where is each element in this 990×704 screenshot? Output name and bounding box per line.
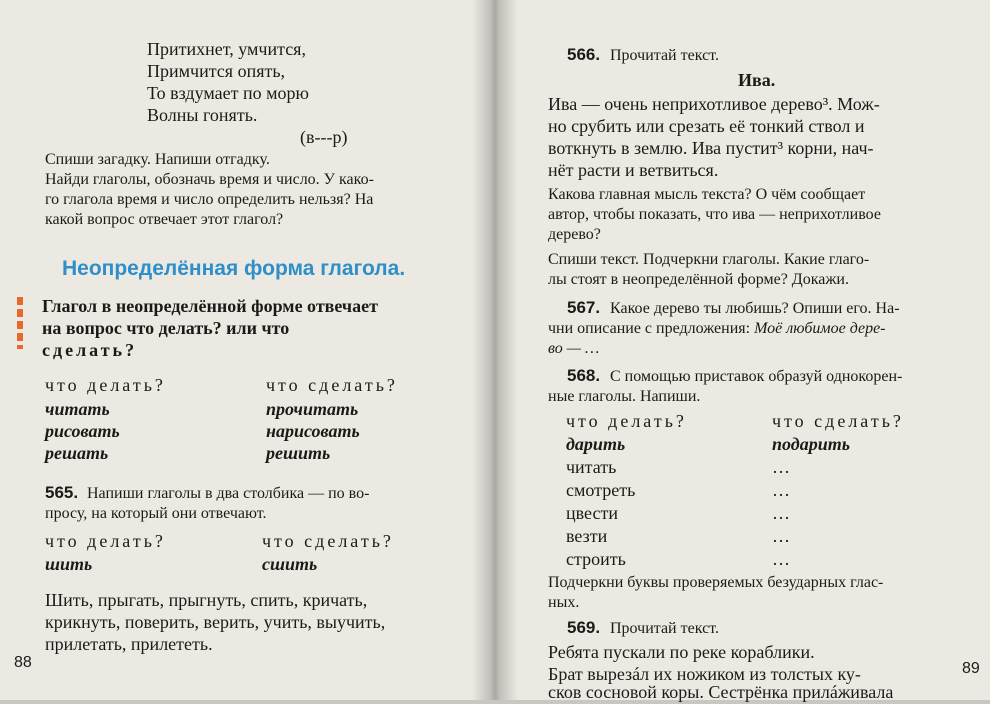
rule-line-3: сделать? — [42, 340, 138, 360]
exercise-565-question-1: что делать? — [45, 531, 166, 551]
exercise-568-right-5: … — [772, 526, 790, 546]
section-heading: Неопределённая форма глагола. — [62, 257, 406, 280]
example-left-3: решать — [45, 443, 109, 463]
exercise-569-number: 569. — [567, 618, 601, 637]
exercise-567-line-2-text: чни описание с предложения: — [548, 320, 755, 337]
riddle-hint: (в---р) — [300, 127, 348, 147]
exercise-567-line-1: Какое дерево ты любишь? Опиши его. На- — [610, 300, 900, 317]
exercise-565-line-2: просу, на который они отвечают. — [45, 505, 267, 522]
exercise-569-intro: Прочитай текст. — [610, 620, 719, 637]
exercise-567-line-2 — [548, 319, 886, 339]
page-number-left: 88 — [14, 654, 32, 671]
exercise-568-task-1: Подчеркни буквы проверяемых безударных глас- — [548, 574, 884, 591]
exercise-568-right-6: … — [772, 549, 790, 569]
exercise-565-list-1: Шить, прыгать, прыгнуть, спить, кричать, — [45, 590, 368, 610]
task-line-3: го глагола время и число определить нельзя? На — [45, 191, 374, 208]
example-left-2: рисовать — [45, 421, 120, 441]
exercise-566-question-2: автор, чтобы показать, что ива — неприхотливое — [548, 206, 881, 223]
exercise-568-left-6: строить — [566, 549, 626, 569]
task-line-1: Спиши загадку. Напиши отгадку. — [45, 151, 270, 168]
page-89 — [492, 0, 990, 700]
exercise-566-question-1: Какова главная мысль текста? О чём сообщает — [548, 186, 866, 203]
exercise-566-text-2: но срубить или срезать её тонкий ствол и — [548, 116, 865, 136]
example-right-3: решить — [266, 443, 331, 463]
exercise-565-list-2: крикнуть, поверить, верить, учить, выучить, — [45, 612, 386, 632]
exercise-565-example-2: сшить — [262, 554, 318, 574]
exercise-568-left-3: смотреть — [566, 480, 636, 500]
exercise-569-text-2: Брат вырезáл их ножиком из толстых ку- — [548, 664, 861, 684]
exercise-568-right-3: … — [772, 480, 790, 500]
exercise-566-task-2: лы стоят в неопределённой форме? Докажи. — [548, 271, 849, 288]
task-line-4: какой вопрос отвечает этот глагол? — [45, 211, 284, 228]
exercise-568-left-1: дарить — [566, 434, 626, 454]
book-gutter — [472, 0, 518, 700]
exercise-568-question-2: что сделать? — [772, 411, 904, 431]
rule-marker — [17, 297, 23, 349]
exercise-568-left-4: цвести — [566, 503, 618, 523]
exercise-569-text-1: Ребята пускали по реке кораблики. — [548, 642, 815, 662]
rule-line-1: Глагол в неопределённой форме отвечает — [42, 296, 378, 316]
exercise-568-question-1: что делать? — [566, 411, 687, 431]
exercise-566-task-1: Спиши текст. Подчеркни глаголы. Какие глаго- — [548, 251, 870, 268]
column-question-2: что сделать? — [266, 375, 398, 395]
exercise-568-number: 568. — [567, 366, 601, 385]
rule-line-2: на вопрос что делать? или что — [42, 318, 290, 338]
exercise-565-list-3: прилетать, прилететь. — [45, 634, 213, 654]
exercise-565-example-1: шить — [45, 554, 93, 574]
exercise-566-number: 566. — [567, 45, 601, 64]
exercise-565-question-2: что сделать? — [262, 531, 394, 551]
exercise-566-question-3: дерево? — [548, 226, 601, 243]
exercise-567-number: 567. — [567, 298, 601, 317]
exercise-568-right-2: … — [772, 457, 790, 477]
page-88 — [0, 0, 492, 700]
exercise-568-line-2: ные глаголы. Напиши. — [548, 388, 701, 405]
exercise-566-text-1: Ива — очень неприхотливое дерево³. Мож- — [548, 94, 880, 114]
exercise-567-line-3: во — … — [548, 340, 600, 357]
exercise-567-sentence-start: Моё любимое дере- — [754, 320, 886, 337]
poem-line-2: Примчится опять, — [147, 61, 286, 81]
exercise-568-right-1: подарить — [772, 434, 850, 454]
column-question-1: что делать? — [45, 375, 166, 395]
exercise-568-line-1: С помощью приставок образуй однокорен- — [610, 368, 903, 385]
exercise-566-text-4: нёт расти и ветвиться. — [548, 160, 719, 180]
example-left-1: читать — [45, 399, 110, 419]
exercise-566-title: Ива. — [738, 70, 776, 90]
task-line-2: Найди глаголы, обозначь время и число. У како- — [45, 171, 374, 188]
page-number-right: 89 — [962, 660, 980, 677]
poem-line-1: Притихнет, умчится, — [147, 39, 306, 59]
exercise-568-left-5: везти — [566, 526, 608, 546]
exercise-568-left-2: читать — [566, 457, 617, 477]
exercise-568-task-2: ных. — [548, 594, 580, 611]
example-right-1: прочитать — [266, 399, 359, 419]
exercise-568-right-4: … — [772, 503, 790, 523]
exercise-566-intro: Прочитай текст. — [610, 47, 719, 64]
poem-line-4: Волны гонять. — [147, 105, 258, 125]
poem-line-3: То вздумает по морю — [147, 83, 309, 103]
exercise-565-line-1: Напиши глаголы в два столбика — по во- — [87, 485, 370, 502]
exercise-569-text-3: сков сосновой коры. Сестрёнка прилáживала — [548, 682, 894, 702]
exercise-565-number: 565. — [45, 483, 79, 502]
exercise-566-text-3: воткнуть в землю. Ива пустит³ корни, нач- — [548, 138, 874, 158]
example-right-2: нарисовать — [266, 421, 360, 441]
